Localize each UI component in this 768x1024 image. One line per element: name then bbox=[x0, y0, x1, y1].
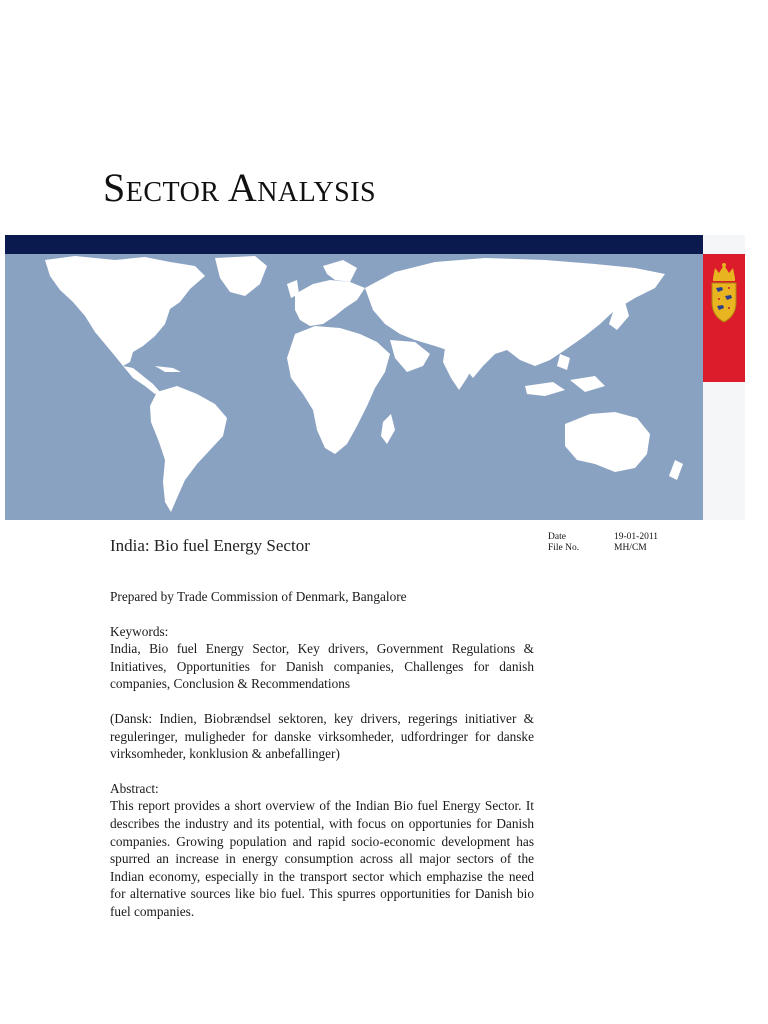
keywords-section bbox=[110, 623, 534, 693]
danish-coat-of-arms-icon bbox=[703, 254, 745, 382]
date-label: Date bbox=[548, 532, 566, 542]
report-subtitle: India: Bio fuel Energy Sector bbox=[110, 536, 310, 555]
date-value: 19-01-2011 bbox=[614, 532, 658, 542]
header-band bbox=[5, 235, 703, 254]
dansk-keywords: (Dansk: Indien, Biobrændsel sektoren, key drivers, regerings initiativer & reguleringer, muligheder for danske virksomheder, udfordringer for danske virksomheder, konklusion & anbefallinger) bbox=[110, 710, 534, 762]
abstract-section bbox=[110, 780, 534, 921]
file-value: MH/CM bbox=[614, 543, 647, 553]
abstract-heading: Abstract: bbox=[110, 780, 159, 796]
file-label: File No. bbox=[548, 543, 580, 553]
abstract-text: This report provides a short overview of the Indian Bio fuel Energy Sector. It describes the industry and its potential, with focus on opportunies for Danish companies. Growing population and rapid socio-economic development has spurred an increase in energy consumption across all major sectors of the Indian economy, especially in the transport sector which emphazise the need for alternative sources like bio fuel. This spurres opportunities for Danish bio fuel companies. bbox=[110, 798, 534, 919]
report-meta bbox=[548, 532, 658, 554]
prepared-by: Prepared by Trade Commission of Denmark, Bangalore bbox=[110, 589, 407, 604]
page-title: Sector Analysis bbox=[103, 165, 377, 210]
report-body bbox=[110, 588, 534, 938]
keywords-heading: Keywords: bbox=[110, 623, 169, 639]
world-map-icon bbox=[5, 254, 703, 520]
keywords-text: India, Bio fuel Energy Sector, Key drivers, Government Regulations & Initiatives, Opportunities for Danish companies, Challenges for danish companies, Conclusion & Recommendations bbox=[110, 641, 534, 692]
